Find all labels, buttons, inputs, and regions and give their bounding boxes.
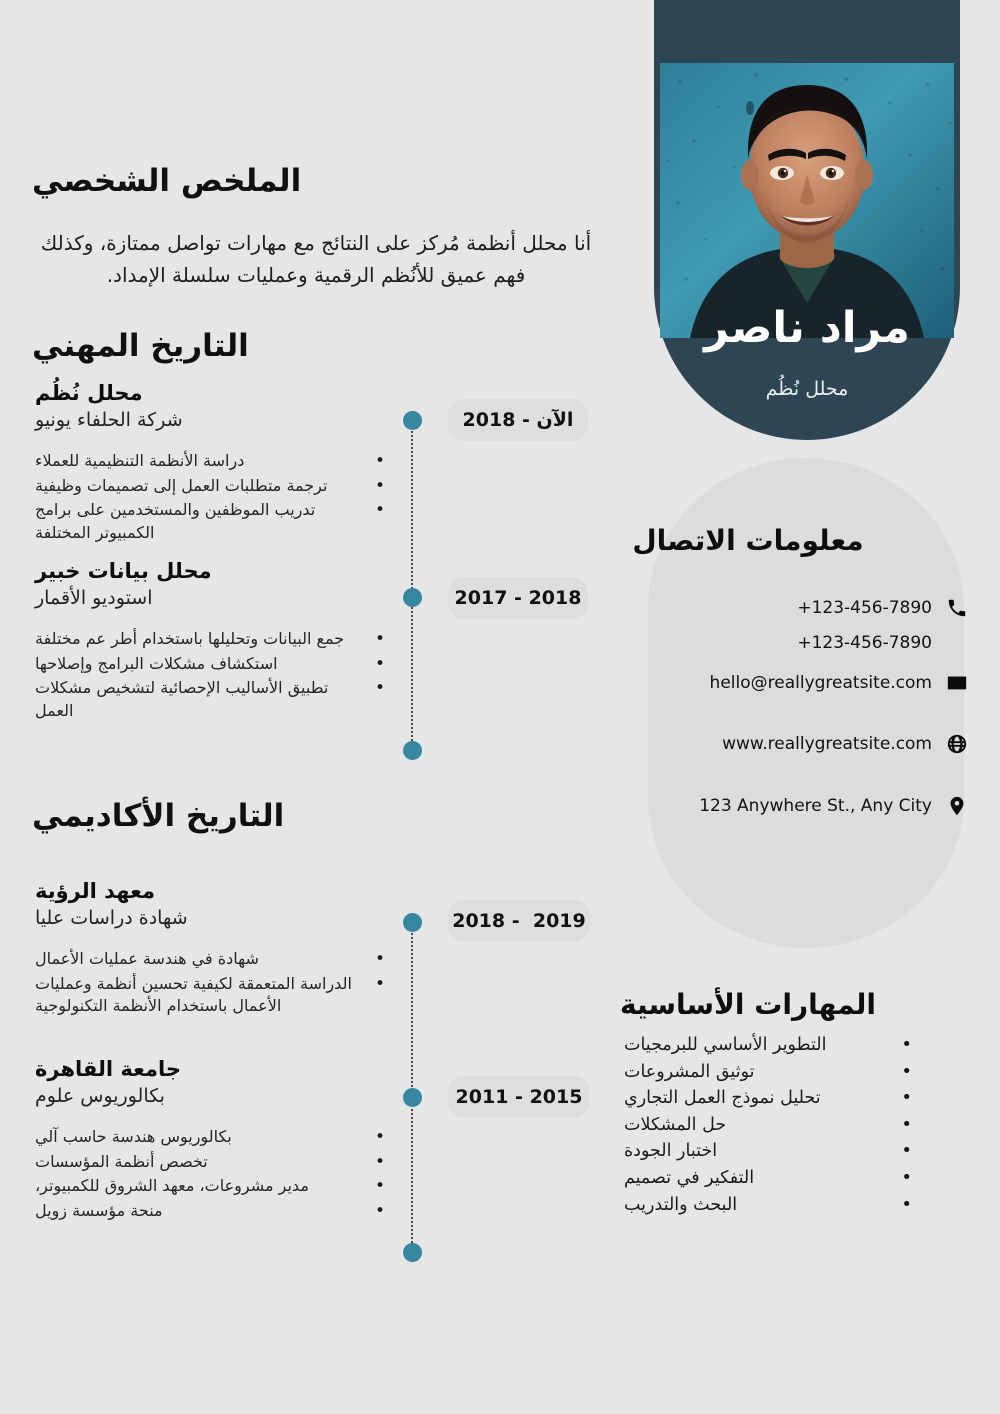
contact-item-email[interactable] [664, 670, 970, 696]
experience-bullets-1 [35, 450, 385, 545]
education-school-2: جامعة القاهرة [35, 1057, 182, 1081]
skills-list [624, 1032, 914, 1218]
education-date-badge-2: 2015 - 2011 [448, 1076, 590, 1118]
contact-item-phone[interactable] [664, 595, 970, 621]
list-item: • التطوير الأساسي للبرمجيات [624, 1032, 914, 1059]
list-item: • التفكير في تصميم [624, 1165, 914, 1192]
experience-date-badge-2: 2018 - 2017 [448, 577, 588, 619]
page-title: مراد ناصر [704, 303, 910, 353]
email-address: hello@reallygreatsite.com [709, 673, 932, 693]
experience-timeline-dot-3 [403, 741, 422, 760]
education-degree-2: بكالوريوس علوم [35, 1085, 165, 1108]
list-item: • تخصص أنظمة المؤسسات [35, 1151, 385, 1174]
contact-title: معلومات الاتصال [632, 524, 864, 557]
street-address: 123 Anywhere St., Any City [699, 796, 932, 816]
education-entry-2 [35, 1056, 385, 1225]
summary-section [0, 163, 600, 292]
list-item: • تطبيق الأساليب الإحصائية لتشخيص مشكلات العمل [35, 677, 385, 722]
education-bullets-1 [35, 948, 385, 1018]
education-bullets-2 [35, 1126, 385, 1223]
experience-timeline-dot-1 [403, 411, 422, 430]
experience-role-2: محلل بيانات خبير [35, 559, 212, 583]
experience-title: التاريخ المهني [32, 328, 249, 364]
education-title: التاريخ الأكاديمي [32, 798, 285, 834]
phone-icon [944, 595, 970, 621]
experience-org-1: شركة الحلفاء يونيو [35, 409, 183, 432]
education-degree-1: شهادة دراسات عليا [35, 907, 188, 930]
experience-timeline-dot-2 [403, 588, 422, 607]
skills-title: المهارات الأساسية [620, 988, 876, 1021]
list-item: • منحة مؤسسة زويل [35, 1200, 385, 1223]
list-item: • شهادة في هندسة عمليات الأعمال [35, 948, 385, 971]
person-job-title: محلل نُظُم [765, 378, 849, 400]
experience-role-1: محلل نُظُم [35, 381, 143, 405]
list-item: • الدراسة المتعمقة لكيفية تحسين أنظمة وعمليات الأعمال باستخدام الأنظمة التكنولوجية [35, 973, 385, 1018]
globe-icon [944, 731, 970, 757]
portrait-photo-illustration [660, 63, 954, 338]
education-timeline-dot-2 [403, 1088, 422, 1107]
location-pin-icon [944, 793, 970, 819]
phone-number-secondary[interactable]: +123-456-7890 [797, 633, 932, 653]
list-item: • توثيق المشروعات [624, 1059, 914, 1086]
education-timeline-dot-3 [403, 1243, 422, 1262]
education-entry-1 [35, 878, 385, 1020]
list-item: • اختبار الجودة [624, 1138, 914, 1165]
experience-entry-1 [35, 380, 385, 547]
list-item: • ترجمة متطلبات العمل إلى تصميمات وظيفية [35, 475, 385, 498]
contact-item-address[interactable] [664, 793, 970, 819]
list-item: • دراسة الأنظمة التنظيمية للعملاء [35, 450, 385, 473]
experience-bullets-2 [35, 628, 385, 723]
phone-number-primary: +123-456-7890 [797, 598, 932, 618]
education-school-1: معهد الرؤية [35, 879, 155, 903]
experience-date-badge-1: الآن - 2018 [448, 399, 588, 441]
list-item: • استكشاف مشكلات البرامج وإصلاحها [35, 653, 385, 676]
sidebar-column [620, 0, 1000, 1414]
experience-org-2: استوديو الأقمار [35, 587, 153, 610]
list-item: • مدير مشروعات، معهد الشروق للكمبيوتر، [35, 1175, 385, 1198]
list-item: • جمع البيانات وتحليلها باستخدام أطر عم مختلفة [35, 628, 385, 651]
education-timeline-dot-1 [403, 913, 422, 932]
list-item: • تحليل نموذج العمل التجاري [624, 1085, 914, 1112]
list-item: • حل المشكلات [624, 1112, 914, 1139]
avatar [660, 63, 954, 338]
website-url: www.reallygreatsite.com [722, 734, 932, 754]
list-item: • تدريب الموظفين والمستخدمين على برامج الكمبيوتر المختلفة [35, 499, 385, 544]
experience-entry-2 [35, 558, 385, 725]
summary-text: أنا محلل أنظمة مُركز على النتائج مع مهارات تواصل ممتازة، وكذلك فهم عميق للأنُظم الرقمية وعمليات سلسلة الإمداد. [40, 231, 592, 288]
contact-item-website[interactable] [664, 731, 970, 757]
summary-title: الملخص الشخصي [32, 163, 302, 199]
list-item: • بكالوريوس هندسة حاسب آلي [35, 1126, 385, 1149]
list-item: • البحث والتدريب [624, 1192, 914, 1219]
envelope-icon [944, 670, 970, 696]
education-date-badge-1: 2019 - 2018 [448, 900, 590, 942]
